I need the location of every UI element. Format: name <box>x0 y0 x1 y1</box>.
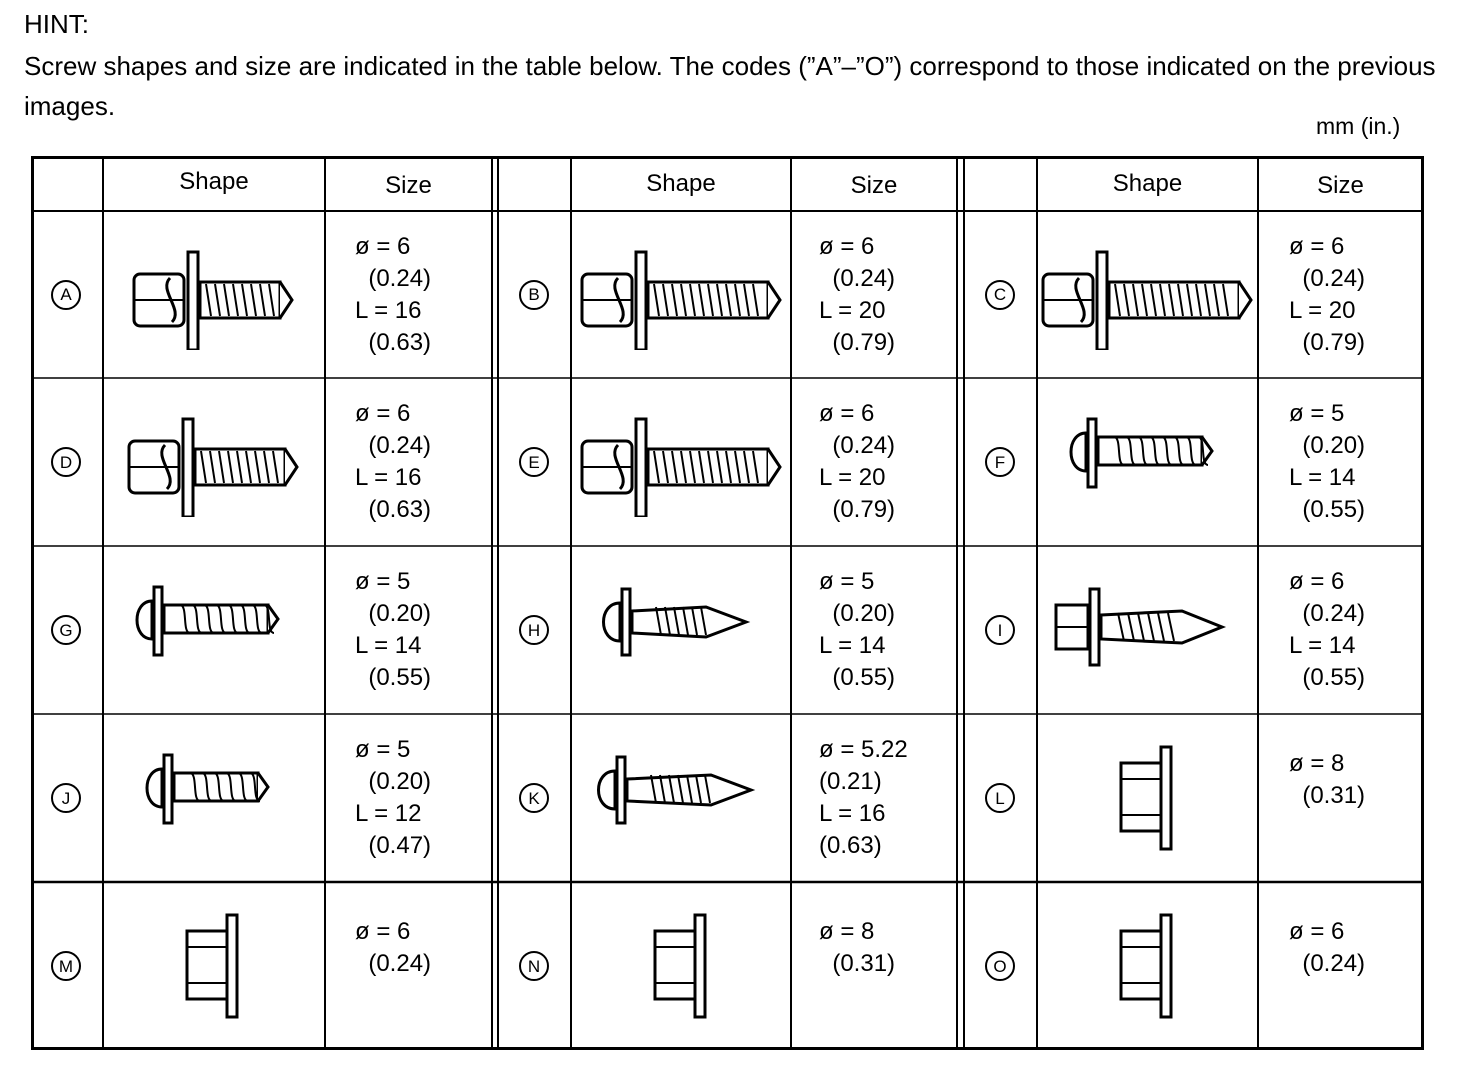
size-line: L = 12 <box>355 800 422 827</box>
hex-flange-bolt-b-icon <box>576 250 786 355</box>
size-line: (0.24) <box>1289 264 1366 292</box>
size-line: ø = 5 <box>355 736 411 763</box>
size-line: ø = 5 <box>355 568 411 595</box>
size-line: (0.63) <box>355 496 432 523</box>
size-line: (0.20) <box>355 600 432 627</box>
size-line: ø = 6 <box>355 400 411 427</box>
size-line: ø = 6 <box>355 918 411 945</box>
size-spec-h <box>819 566 895 694</box>
size-line: (0.79) <box>1289 328 1366 356</box>
size-line: L = 20 <box>819 296 886 324</box>
screw-table <box>31 156 1424 1050</box>
size-line: (0.63) <box>355 328 432 356</box>
size-line: ø = 8 <box>819 918 875 945</box>
round-head-screw-j-icon <box>138 753 278 838</box>
code-badge-f: F <box>985 447 1015 477</box>
pointed-tapping-screw-h-icon <box>596 585 756 670</box>
size-line: (0.79) <box>819 328 896 356</box>
size-spec-c <box>1289 231 1365 359</box>
size-line: (0.24) <box>1289 950 1366 977</box>
size-line: (0.24) <box>355 950 432 977</box>
size-line: ø = 6 <box>819 400 875 427</box>
size-line: (0.47) <box>355 832 432 859</box>
unit-note: mm (in.) <box>1316 113 1401 139</box>
size-line: L = 14 <box>355 632 422 659</box>
size-line: (0.21) <box>819 768 882 795</box>
flange-nut-l-icon <box>1107 743 1187 858</box>
size-line: L = 16 <box>819 800 886 827</box>
header-shape-1: Shape <box>179 168 249 195</box>
size-line: ø = 6 <box>1289 918 1345 945</box>
code-badge-g: G <box>51 615 81 645</box>
header-size-1: Size <box>385 172 432 199</box>
size-line: ø = 6 <box>355 232 411 260</box>
size-spec-j <box>355 734 431 862</box>
hex-flange-bolt-c-icon <box>1037 250 1257 355</box>
hex-pointed-screw-i-icon <box>1052 585 1232 680</box>
header-size-2: Size <box>850 172 898 199</box>
code-badge-d: D <box>51 447 81 477</box>
hint-text: Screw shapes and size are indicated in the table below. The codes (”A”–”O”) correspond to those indicated on the previous images. <box>24 51 1436 121</box>
code-badge-n: N <box>519 951 549 981</box>
size-line: ø = 6 <box>819 232 875 260</box>
size-line: L = 14 <box>1289 464 1356 491</box>
size-line: ø = 5 <box>1289 400 1345 427</box>
size-spec-e <box>819 398 895 526</box>
size-line: (0.24) <box>355 264 432 292</box>
size-line: L = 16 <box>355 464 422 491</box>
flange-nut-m-icon <box>173 911 253 1026</box>
size-spec-k <box>819 734 908 862</box>
size-spec-f <box>1289 398 1365 526</box>
size-line: ø = 6 <box>1289 568 1345 595</box>
header-shape-3: Shape <box>1112 170 1183 197</box>
size-spec-a <box>355 231 431 359</box>
size-line: (0.24) <box>1289 600 1366 627</box>
size-line: (0.20) <box>819 600 896 627</box>
hint-title: HINT: <box>24 9 89 39</box>
code-badge-b: B <box>519 280 549 310</box>
code-badge-i: I <box>985 615 1015 645</box>
size-line: (0.79) <box>819 496 896 523</box>
hex-flange-bolt-d-icon <box>123 417 303 522</box>
size-line: (0.20) <box>1289 432 1366 459</box>
header-size-3: Size <box>1317 172 1364 199</box>
size-line: (0.55) <box>819 664 896 691</box>
size-spec-i <box>1289 566 1365 694</box>
pointed-tapping-screw-k-icon <box>591 753 761 838</box>
size-line: (0.31) <box>819 950 896 977</box>
size-line: L = 14 <box>1289 632 1356 659</box>
size-spec-g <box>355 566 431 694</box>
header-shape-2: Shape <box>646 170 716 197</box>
round-head-screw-g-icon <box>128 585 288 670</box>
round-head-screw-f-icon <box>1062 417 1222 502</box>
size-spec-n <box>819 916 895 980</box>
size-line: ø = 5 <box>819 568 875 595</box>
size-line: (0.20) <box>355 768 432 795</box>
size-line: (0.55) <box>1289 664 1366 691</box>
code-badge-m: M <box>51 951 81 981</box>
size-line: ø = 8 <box>1289 750 1345 777</box>
code-badge-k: K <box>519 783 549 813</box>
code-badge-a: A <box>51 280 81 310</box>
size-line: L = 20 <box>1289 296 1356 324</box>
code-badge-c: C <box>985 280 1015 310</box>
size-line: (0.55) <box>355 664 432 691</box>
size-line: (0.55) <box>1289 496 1366 523</box>
size-spec-l <box>1289 748 1365 812</box>
size-line: (0.24) <box>355 432 432 459</box>
size-line: (0.63) <box>819 832 882 859</box>
code-badge-h: H <box>519 615 549 645</box>
size-line: (0.24) <box>819 432 896 459</box>
size-line: L = 20 <box>819 464 886 491</box>
code-badge-j: J <box>51 783 81 813</box>
size-line: ø = 6 <box>1289 232 1345 260</box>
size-line: (0.31) <box>1289 782 1366 809</box>
hex-flange-bolt-e-icon <box>576 417 786 522</box>
hex-flange-bolt-a-icon <box>128 250 298 355</box>
size-line: L = 16 <box>355 296 422 324</box>
size-spec-b <box>819 231 895 359</box>
size-line: (0.24) <box>819 264 896 292</box>
flange-nut-o-icon <box>1107 911 1187 1026</box>
size-line: ø = 5.22 <box>819 736 908 763</box>
size-line: L = 14 <box>819 632 886 659</box>
code-badge-e: E <box>519 447 549 477</box>
size-spec-d <box>355 398 431 526</box>
size-spec-o <box>1289 916 1365 980</box>
code-badge-l: L <box>985 783 1015 813</box>
flange-nut-n-icon <box>641 911 721 1026</box>
size-spec-m <box>355 916 431 980</box>
code-badge-o: O <box>985 951 1015 981</box>
